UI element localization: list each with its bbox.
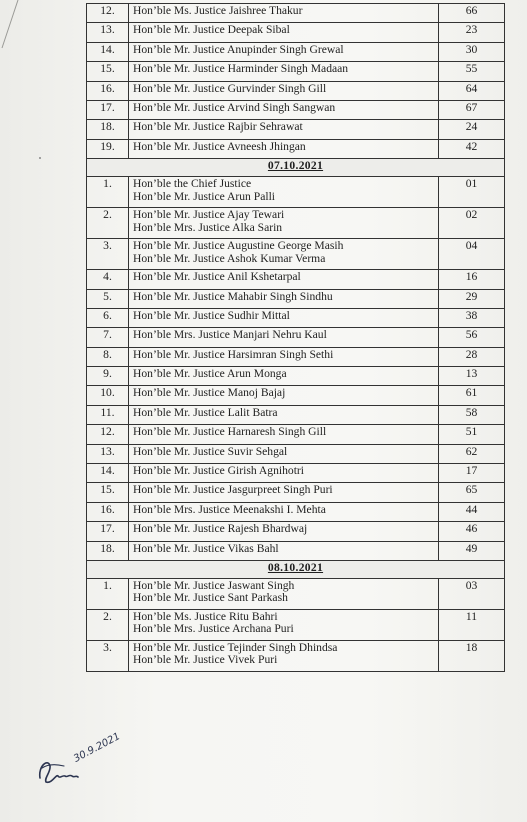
date-header-row bbox=[87, 560, 505, 578]
roster-number: 11 bbox=[439, 609, 505, 640]
bench-names bbox=[129, 177, 439, 208]
roster-number: 67 bbox=[439, 100, 505, 119]
bench-names bbox=[129, 502, 439, 521]
bench-names bbox=[129, 42, 439, 61]
serial-number: 1. bbox=[87, 578, 129, 609]
serial-number: 16. bbox=[87, 502, 129, 521]
bench-names bbox=[129, 23, 439, 42]
roster-number: 66 bbox=[439, 4, 505, 23]
serial-number: 15. bbox=[87, 62, 129, 81]
bench-names bbox=[129, 640, 439, 671]
table-row bbox=[87, 522, 505, 541]
table-row bbox=[87, 208, 505, 239]
roster-number: 62 bbox=[439, 444, 505, 463]
judge-name: Hon’ble Mr. Justice Rajesh Bhardwaj bbox=[133, 522, 308, 536]
bench-names bbox=[129, 62, 439, 81]
roster-number: 16 bbox=[439, 270, 505, 289]
serial-number: 8. bbox=[87, 347, 129, 366]
serial-number: 2. bbox=[87, 609, 129, 640]
judge-name: Hon’ble Mr. Justice Ashok Kumar Verma bbox=[133, 251, 326, 265]
table-row bbox=[87, 4, 505, 23]
bench-names bbox=[129, 483, 439, 502]
serial-number: 12. bbox=[87, 4, 129, 23]
table-row bbox=[87, 425, 505, 444]
serial-number: 15. bbox=[87, 483, 129, 502]
judge-name: Hon’ble Mrs. Justice Meenakshi I. Mehta bbox=[133, 502, 326, 516]
date-label: 08.10.2021 bbox=[267, 560, 324, 574]
judge-name: Hon’ble Mrs. Justice Manjari Nehru Kaul bbox=[133, 328, 327, 342]
table-row bbox=[87, 42, 505, 61]
judge-name: Hon’ble Mr. Justice Augustine George Masih bbox=[133, 239, 344, 253]
serial-number: 17. bbox=[87, 522, 129, 541]
bench-names bbox=[129, 425, 439, 444]
table-row bbox=[87, 81, 505, 100]
bench-names bbox=[129, 308, 439, 327]
serial-number: 12. bbox=[87, 425, 129, 444]
bench-names bbox=[129, 328, 439, 347]
bench-names bbox=[129, 289, 439, 308]
bench-names bbox=[129, 120, 439, 139]
judge-name: Hon’ble Mr. Justice Jaswant Singh bbox=[133, 578, 295, 592]
table-row bbox=[87, 609, 505, 640]
table-row bbox=[87, 23, 505, 42]
table-row bbox=[87, 328, 505, 347]
judge-name: Hon’ble Mrs. Justice Archana Puri bbox=[133, 622, 294, 636]
serial-number: 13. bbox=[87, 23, 129, 42]
judge-name: Hon’ble Mr. Justice Suvir Sehgal bbox=[133, 444, 288, 458]
bench-names bbox=[129, 405, 439, 424]
serial-number: 19. bbox=[87, 139, 129, 158]
roster-number: 42 bbox=[439, 139, 505, 158]
bench-names bbox=[129, 464, 439, 483]
judge-name: Hon’ble Mr. Justice Harsimran Singh Sethi bbox=[133, 347, 334, 361]
date-header-cell bbox=[87, 159, 505, 177]
roster-number: 23 bbox=[439, 23, 505, 42]
table-row bbox=[87, 239, 505, 270]
bench-names bbox=[129, 4, 439, 23]
judge-name: Hon’ble Mr. Justice Rajbir Sehrawat bbox=[133, 120, 303, 134]
serial-number: 14. bbox=[87, 464, 129, 483]
table-row bbox=[87, 62, 505, 81]
bench-names bbox=[129, 367, 439, 386]
serial-number: 9. bbox=[87, 367, 129, 386]
table-row bbox=[87, 502, 505, 521]
roster-number: 58 bbox=[439, 405, 505, 424]
table-row bbox=[87, 289, 505, 308]
bench-names bbox=[129, 139, 439, 158]
roster-number: 02 bbox=[439, 208, 505, 239]
judge-name: Hon’ble Mr. Justice Anupinder Singh Grewal bbox=[133, 42, 344, 56]
table-row bbox=[87, 464, 505, 483]
judge-name: Hon’ble Mrs. Justice Alka Sarin bbox=[133, 220, 283, 234]
table-row bbox=[87, 541, 505, 560]
table-row bbox=[87, 347, 505, 366]
roster-number: 17 bbox=[439, 464, 505, 483]
signature-date: 30.9.2021 bbox=[72, 731, 123, 765]
bench-names bbox=[129, 444, 439, 463]
judge-name: Hon’ble Mr. Justice Sant Parkash bbox=[133, 591, 288, 605]
serial-number: 1. bbox=[87, 177, 129, 208]
judge-name: Hon’ble Mr. Justice Sudhir Mittal bbox=[133, 308, 290, 322]
roster-number: 64 bbox=[439, 81, 505, 100]
roster-number: 38 bbox=[439, 308, 505, 327]
roster-number: 28 bbox=[439, 347, 505, 366]
roster-number: 56 bbox=[439, 328, 505, 347]
roster-number: 51 bbox=[439, 425, 505, 444]
table-row bbox=[87, 578, 505, 609]
judge-name: Hon’ble Mr. Justice Arun Monga bbox=[133, 367, 287, 381]
bench-names bbox=[129, 81, 439, 100]
bench-names bbox=[129, 522, 439, 541]
serial-number: 16. bbox=[87, 81, 129, 100]
roster-number: 01 bbox=[439, 177, 505, 208]
judge-name: Hon’ble Mr. Justice Ajay Tewari bbox=[133, 208, 285, 222]
judge-name: Hon’ble Ms. Justice Ritu Bahri bbox=[133, 609, 278, 623]
roster-number: 55 bbox=[439, 62, 505, 81]
table-row bbox=[87, 367, 505, 386]
judge-name: Hon’ble Mr. Justice Vivek Puri bbox=[133, 653, 278, 667]
roster-number: 18 bbox=[439, 640, 505, 671]
table-row bbox=[87, 308, 505, 327]
table-row bbox=[87, 386, 505, 405]
bench-names bbox=[129, 578, 439, 609]
table-row bbox=[87, 100, 505, 119]
roster-table bbox=[86, 3, 505, 672]
serial-number: 5. bbox=[87, 289, 129, 308]
table-row bbox=[87, 139, 505, 158]
bench-names bbox=[129, 100, 439, 119]
bench-names bbox=[129, 270, 439, 289]
judge-name: Hon’ble Mr. Justice Anil Kshetarpal bbox=[133, 270, 301, 284]
table-row bbox=[87, 444, 505, 463]
date-header-row bbox=[87, 159, 505, 177]
judge-name: Hon’ble the Chief Justice bbox=[133, 177, 252, 191]
roster-number: 04 bbox=[439, 239, 505, 270]
judge-name: Hon’ble Mr. Justice Lalit Batra bbox=[133, 405, 278, 419]
roster-number: 03 bbox=[439, 578, 505, 609]
serial-number: 10. bbox=[87, 386, 129, 405]
table-row bbox=[87, 405, 505, 424]
judge-name: Hon’ble Mr. Justice Mahabir Singh Sindhu bbox=[133, 289, 333, 303]
serial-number: 17. bbox=[87, 100, 129, 119]
serial-number: 11. bbox=[87, 405, 129, 424]
table-row bbox=[87, 640, 505, 671]
judge-name: Hon’ble Mr. Justice Jasgurpreet Singh Puri bbox=[133, 483, 333, 497]
serial-number: 6. bbox=[87, 308, 129, 327]
judge-name: Hon’ble Mr. Justice Deepak Sibal bbox=[133, 23, 290, 37]
table-row bbox=[87, 483, 505, 502]
judge-name: Hon’ble Mr. Justice Vikas Bahl bbox=[133, 541, 279, 555]
roster-number: 13 bbox=[439, 367, 505, 386]
judge-name: Hon’ble Mr. Justice Avneesh Jhingan bbox=[133, 139, 306, 153]
serial-number: 3. bbox=[87, 239, 129, 270]
judge-name: Hon’ble Mr. Justice Arun Palli bbox=[133, 189, 276, 203]
bench-names bbox=[129, 609, 439, 640]
judge-name: Hon’ble Mr. Justice Girish Agnihotri bbox=[133, 464, 304, 478]
roster-number: 46 bbox=[439, 522, 505, 541]
roster-number: 44 bbox=[439, 502, 505, 521]
judge-name: Hon’ble Mr. Justice Harnaresh Singh Gill bbox=[133, 425, 327, 439]
bench-names bbox=[129, 208, 439, 239]
roster-number: 49 bbox=[439, 541, 505, 560]
table-row bbox=[87, 270, 505, 289]
bench-names bbox=[129, 386, 439, 405]
roster-number: 24 bbox=[439, 120, 505, 139]
date-label: 07.10.2021 bbox=[267, 159, 324, 173]
bench-names bbox=[129, 347, 439, 366]
roster-number: 30 bbox=[439, 42, 505, 61]
serial-number: 2. bbox=[87, 208, 129, 239]
judge-name: Hon’ble Mr. Justice Tejinder Singh Dhindsa bbox=[133, 640, 338, 654]
judge-name: Hon’ble Mr. Justice Gurvinder Singh Gill bbox=[133, 81, 327, 95]
table-row bbox=[87, 120, 505, 139]
date-header-cell bbox=[87, 560, 505, 578]
serial-number: 4. bbox=[87, 270, 129, 289]
serial-number: 7. bbox=[87, 328, 129, 347]
serial-number: 3. bbox=[87, 640, 129, 671]
bench-names bbox=[129, 541, 439, 560]
serial-number: 18. bbox=[87, 541, 129, 560]
judge-name: Hon’ble Mr. Justice Harminder Singh Madaan bbox=[133, 62, 349, 76]
bench-names bbox=[129, 239, 439, 270]
judge-name: Hon’ble Mr. Justice Arvind Singh Sangwan bbox=[133, 100, 336, 114]
roster-number: 65 bbox=[439, 483, 505, 502]
serial-number: 18. bbox=[87, 120, 129, 139]
roster-table-body bbox=[87, 4, 505, 672]
roster-number: 29 bbox=[439, 289, 505, 308]
table-row bbox=[87, 177, 505, 208]
serial-number: 13. bbox=[87, 444, 129, 463]
judge-name: Hon’ble Ms. Justice Jaishree Thakur bbox=[133, 4, 303, 17]
roster-number: 61 bbox=[439, 386, 505, 405]
serial-number: 14. bbox=[87, 42, 129, 61]
judge-name: Hon’ble Mr. Justice Manoj Bajaj bbox=[133, 386, 286, 400]
